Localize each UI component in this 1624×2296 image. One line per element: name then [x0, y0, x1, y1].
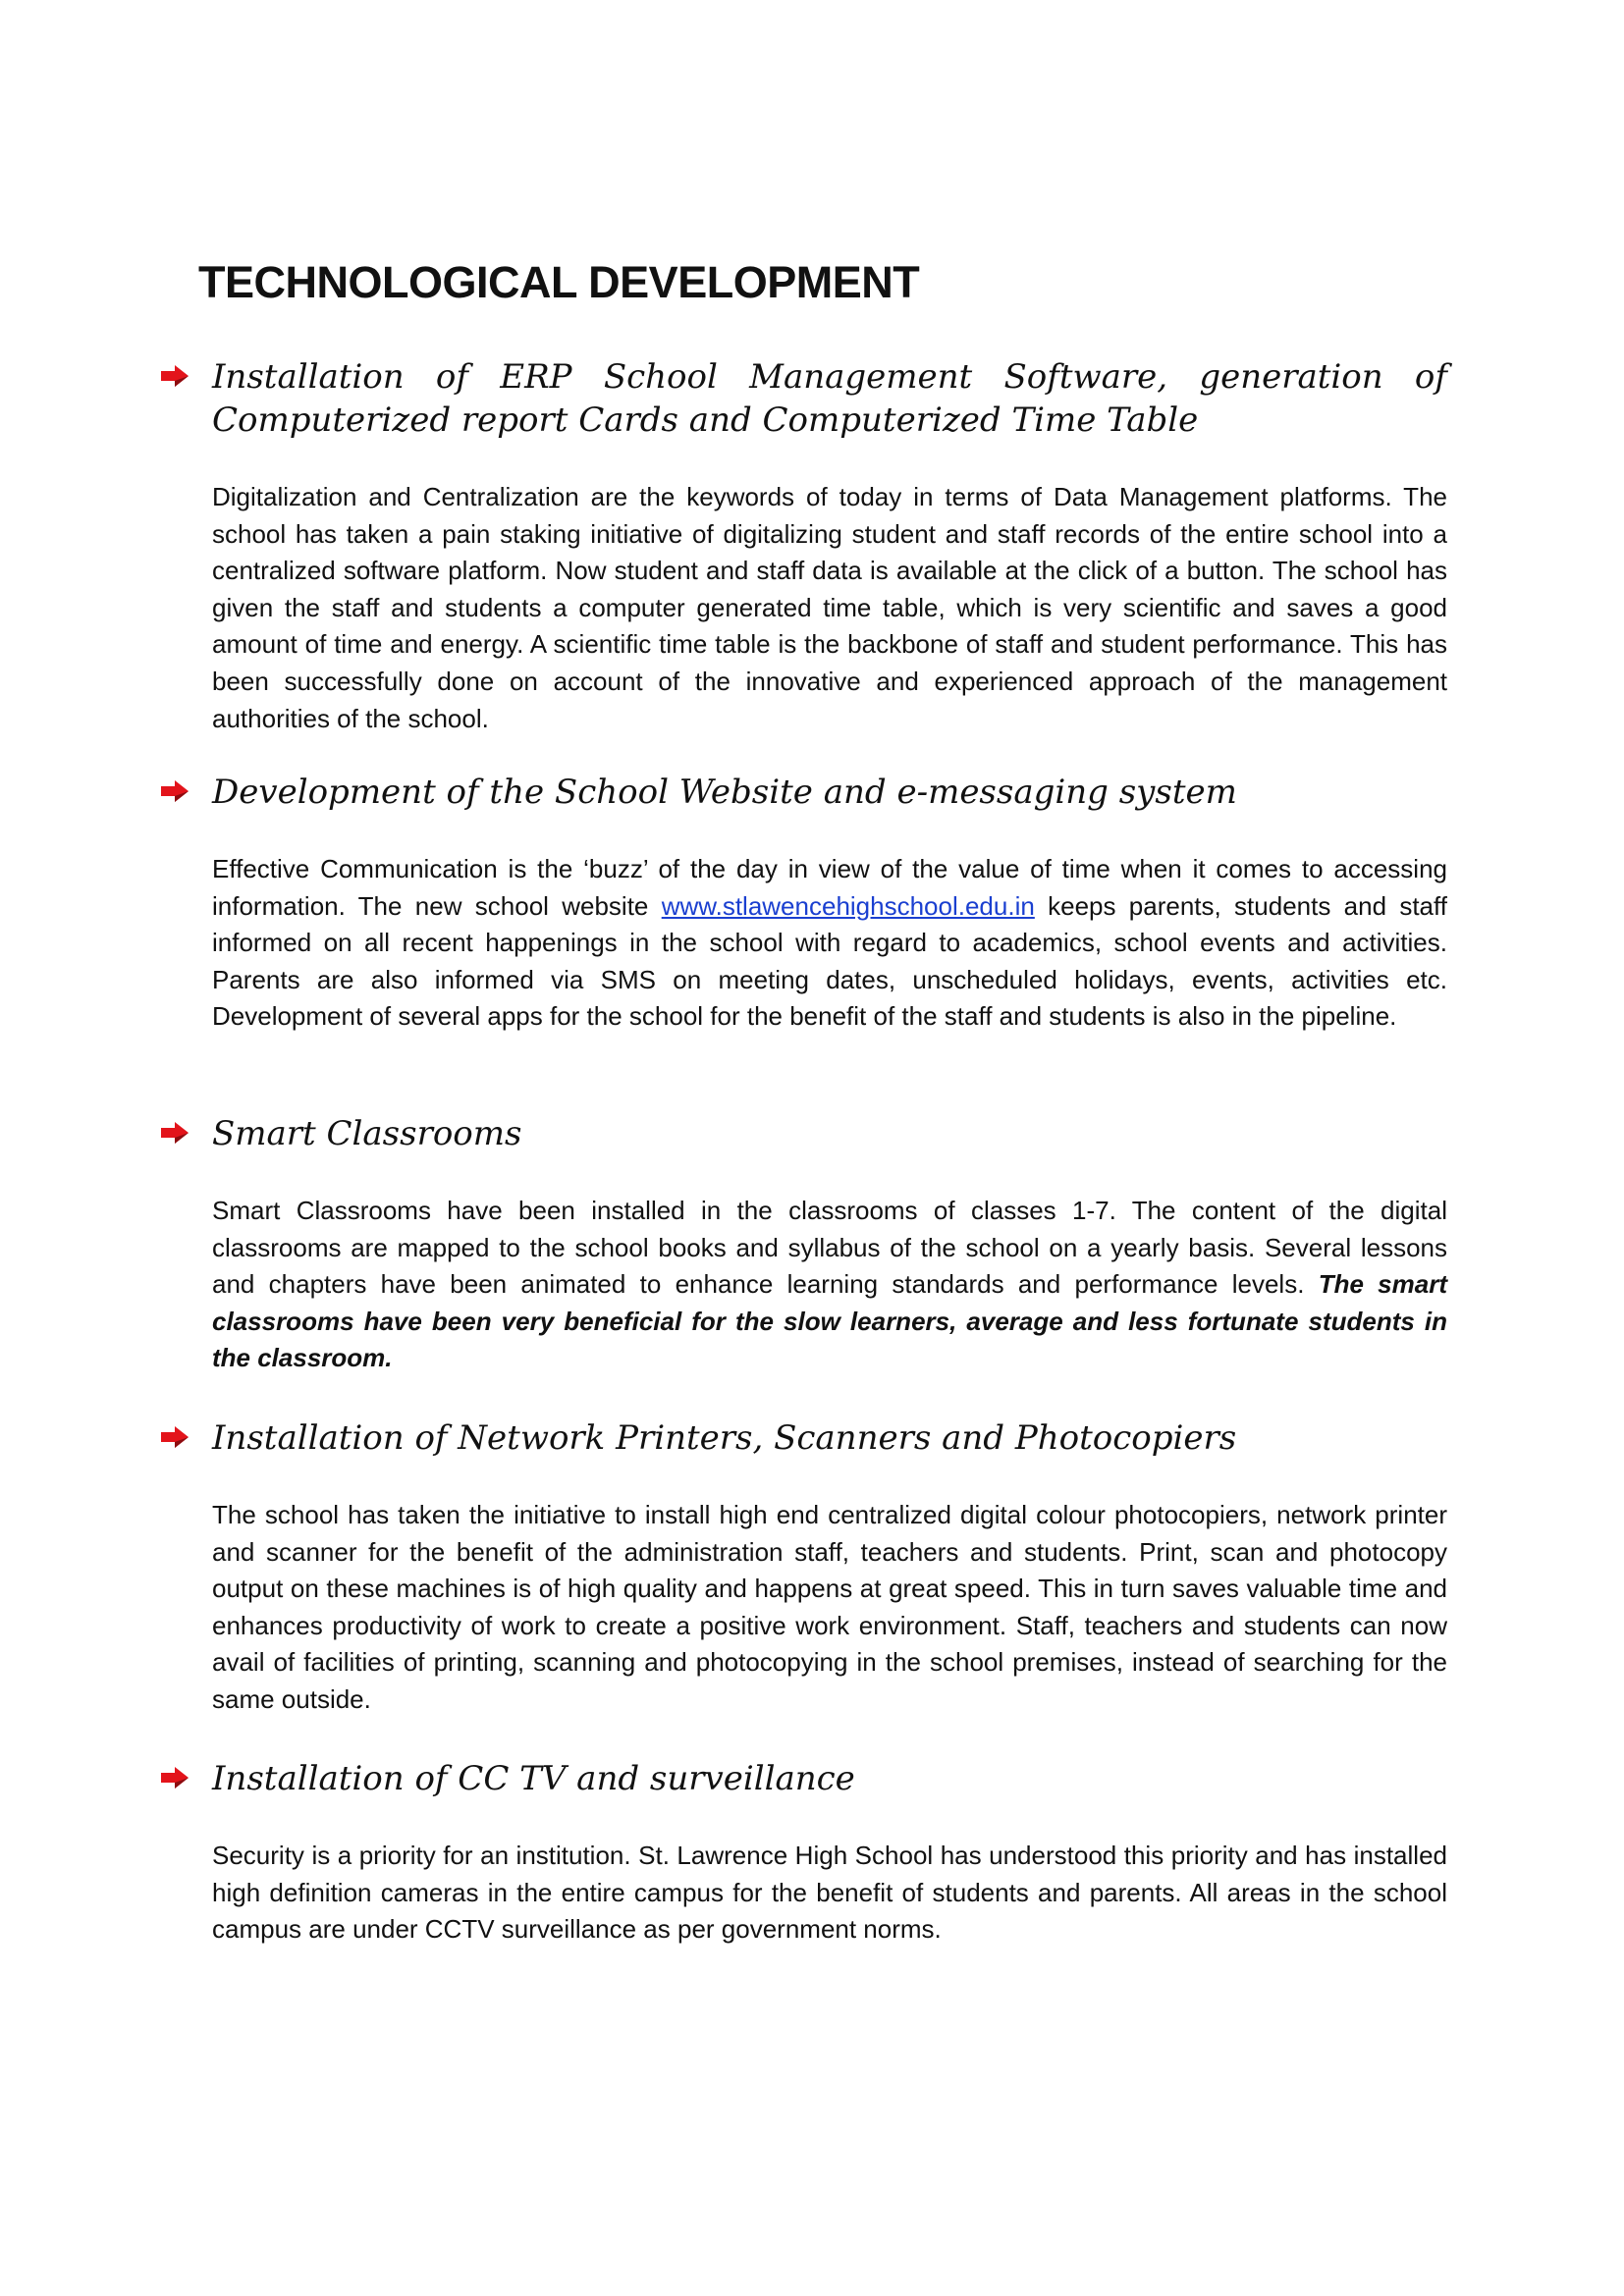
section-heading-row [157, 1112, 1447, 1155]
school-website-link[interactable]: www.stlawencehighschool.edu.in [661, 890, 1035, 921]
section-heading: Development of the School Website and e-messaging system [212, 773, 1237, 812]
body-text: Smart Classrooms have been installed in the classrooms of classes 1-7. The content of the digital classrooms are mapped to the school books and syllabus of the school on a yearly basis. Several lessons and chapters have been animated to enhance learning standards and performance levels. [212, 1196, 1447, 1300]
section-heading: Installation of Network Printers, Scanners and Photocopiers [212, 1418, 1237, 1458]
section-body [212, 851, 1447, 1036]
section-heading-row [157, 1757, 1447, 1800]
body-text-before-link: Effective Communication is the ‘buzz’ of the day in view of the value of time when it comes to accessing information. The new school website [212, 854, 1447, 921]
red-arrow-bullet-icon [161, 365, 189, 387]
section-body: Digitalization and Centralization are the keywords of today in terms of Data Management platforms. The school has taken a pain staking initiative of digitalizing student and staff records of the entire school into a centralized software platform. Now student and staff data is available at the click of a button. The school has given the staff and students a computer generated time table, which is very scientific and saves a good amount of time and energy. A scientific time table is the backbone of staff and student performance. This has been successfully done on account of the innovative and experienced approach of the management authorities of the school. [212, 482, 1447, 733]
section-heading-row [157, 771, 1447, 814]
section-heading: Installation of ERP School Management Software, generation of Computerized report Cards and Computerized Time Table [212, 357, 1447, 440]
body-text-after-link: keeps parents, students and staff informed on all recent happenings in the school with regard to academics, school events and activities. Parents are also informed via SMS on meeting dates, unscheduled holidays, events, activities etc. Development of several apps for the school for the benefit of the staff and students is also in the pipeline. [212, 890, 1447, 1032]
section-body: Security is a priority for an institution. St. Lawrence High School has understood this priority and has installed high definition cameras in the entire campus for the benefit of students and parents. All areas in the school campus are under CCTV surveillance as per government norms. [212, 1841, 1447, 1945]
section-smart-classrooms [157, 1112, 1447, 1377]
section-heading-row [157, 355, 1447, 442]
section-heading: Installation of CC TV and surveillance [212, 1759, 855, 1798]
emphasized-statement: The smart classrooms have been very beneficial for the slow learners, average and less fortunate students in the classroom. [212, 1269, 1447, 1373]
section-school-website [157, 771, 1447, 1036]
red-arrow-bullet-icon [161, 780, 189, 802]
red-arrow-bullet-icon [161, 1426, 189, 1448]
section-cctv-surveillance [157, 1757, 1447, 1949]
section-body [212, 1193, 1447, 1377]
page-title: TECHNOLOGICAL DEVELOPMENT [198, 257, 920, 307]
red-arrow-bullet-icon [161, 1767, 189, 1789]
section-heading: Smart Classrooms [212, 1114, 522, 1153]
section-heading-row [157, 1416, 1447, 1460]
red-arrow-bullet-icon [161, 1122, 189, 1144]
section-erp-software [157, 355, 1447, 737]
section-network-printers [157, 1416, 1447, 1719]
section-body: The school has taken the initiative to install high end centralized digital colour photocopiers, network printer and scanner for the benefit of the administration staff, teachers and students. Print, scan and photocopy output on these machines is of high quality and happens at great speed. This in turn saves valuable time and enhances productivity of work to create a positive work environment. Staff, teachers and students can now avail of facilities of printing, scanning and photocopying in the school premises, instead of searching for the same outside. [212, 1500, 1447, 1714]
